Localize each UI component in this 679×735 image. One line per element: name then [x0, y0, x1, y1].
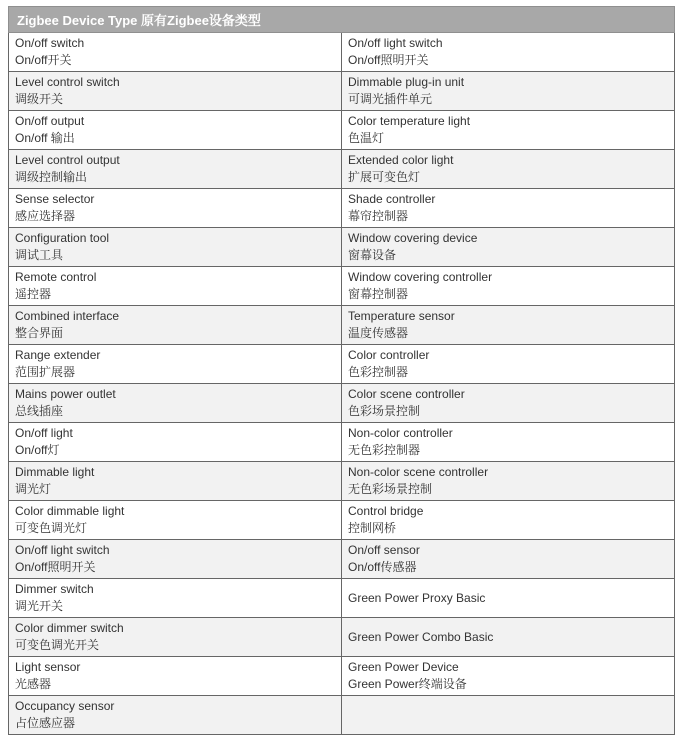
right-cell — [342, 306, 675, 345]
device-name-zh: 窗幕控制器 — [348, 287, 409, 301]
device-name-en: Configuration tool — [15, 231, 110, 245]
table-body — [9, 33, 675, 735]
device-name-en: Combined interface — [15, 309, 120, 323]
device-name-en: On/off light switch — [15, 543, 110, 557]
table-row — [9, 267, 675, 306]
left-cell — [9, 501, 342, 540]
device-name-en: Control bridge — [348, 504, 424, 518]
right-cell — [342, 540, 675, 579]
device-name-en: On/off output — [15, 114, 85, 128]
right-cell — [342, 72, 675, 111]
device-name-en: On/off sensor — [348, 543, 420, 557]
device-name-en: Shade controller — [348, 192, 436, 206]
device-name-zh: On/off开关 — [15, 53, 72, 67]
table-row — [9, 306, 675, 345]
right-cell — [342, 189, 675, 228]
zigbee-device-type-table — [8, 6, 675, 735]
right-cell — [342, 657, 675, 696]
left-cell — [9, 150, 342, 189]
device-name-zh: 可变色调光灯 — [15, 521, 88, 535]
device-name-zh: On/off照明开关 — [15, 560, 96, 574]
left-cell — [9, 696, 342, 735]
device-name-zh: 占位感应器 — [15, 716, 76, 730]
device-name-zh: 调光灯 — [15, 482, 52, 496]
device-name-zh: On/off照明开关 — [348, 53, 429, 67]
device-name-zh: 扩展可变色灯 — [348, 170, 421, 184]
device-name-en: Window covering controller — [348, 270, 493, 284]
left-cell — [9, 618, 342, 657]
device-name-zh: 调光开关 — [15, 599, 64, 613]
device-name-en: Level control output — [15, 153, 120, 167]
right-cell — [342, 150, 675, 189]
table-row — [9, 384, 675, 423]
device-name-en: Window covering device — [348, 231, 478, 245]
device-name-zh: On/off传感器 — [348, 560, 417, 574]
device-name-zh: 调级开关 — [15, 92, 64, 106]
device-name-zh: 色温灯 — [348, 131, 385, 145]
right-cell — [342, 618, 675, 657]
right-cell — [342, 33, 675, 72]
device-name-zh: 可调光插件单元 — [348, 92, 433, 106]
table-row — [9, 111, 675, 150]
device-name-en: Occupancy sensor — [15, 699, 115, 713]
left-cell — [9, 111, 342, 150]
device-name-en: Green Power Combo Basic — [348, 629, 494, 644]
device-name-en: Temperature sensor — [348, 309, 455, 323]
right-cell — [342, 345, 675, 384]
table-row — [9, 618, 675, 657]
device-name-en: Color dimmable light — [15, 504, 125, 518]
table-row — [9, 228, 675, 267]
device-name-en: Level control switch — [15, 75, 120, 89]
device-name-zh: 调试工具 — [15, 248, 64, 262]
device-name-zh: 可变色调光开关 — [15, 638, 100, 652]
device-name-en: On/off light — [15, 426, 73, 440]
table-row — [9, 189, 675, 228]
table-header: Zigbee Device Type 原有Zigbee设备类型 — [9, 7, 675, 33]
right-cell — [342, 384, 675, 423]
device-name-en: Mains power outlet — [15, 387, 116, 401]
table-row — [9, 423, 675, 462]
device-name-zh: 总线插座 — [15, 404, 64, 418]
device-name-zh: 范围扩展器 — [15, 365, 76, 379]
left-cell — [9, 267, 342, 306]
table-header-row — [9, 7, 675, 33]
left-cell — [9, 189, 342, 228]
table-row — [9, 72, 675, 111]
table-row — [9, 696, 675, 735]
right-cell — [342, 228, 675, 267]
right-cell — [342, 462, 675, 501]
device-name-en: Extended color light — [348, 153, 454, 167]
device-name-zh: 窗幕设备 — [348, 248, 397, 262]
left-cell — [9, 579, 342, 618]
left-cell — [9, 657, 342, 696]
right-cell — [342, 579, 675, 618]
device-name-en: Dimmable plug-in unit — [348, 75, 465, 89]
left-cell — [9, 384, 342, 423]
device-name-en: Remote control — [15, 270, 97, 284]
device-name-zh: 色彩控制器 — [348, 365, 409, 379]
device-name-en: Green Power Device — [348, 660, 459, 674]
table-row — [9, 540, 675, 579]
device-name-en: Color controller — [348, 348, 430, 362]
left-cell — [9, 33, 342, 72]
left-cell — [9, 462, 342, 501]
device-name-en: Sense selector — [15, 192, 95, 206]
left-cell — [9, 345, 342, 384]
device-name-zh: On/off 输出 — [15, 131, 75, 145]
device-name-en: On/off switch — [15, 36, 85, 50]
left-cell — [9, 72, 342, 111]
table-row — [9, 657, 675, 696]
right-cell — [342, 501, 675, 540]
device-name-en: Green Power Proxy Basic — [348, 590, 486, 605]
device-name-zh: 色彩场景控制 — [348, 404, 421, 418]
device-name-zh: 感应选择器 — [15, 209, 76, 223]
table-row — [9, 150, 675, 189]
device-name-en: Range extender — [15, 348, 101, 362]
left-cell — [9, 423, 342, 462]
device-name-en: Light sensor — [15, 660, 81, 674]
device-name-en: Dimmer switch — [15, 582, 94, 596]
table-row — [9, 345, 675, 384]
left-cell — [9, 306, 342, 345]
table-row — [9, 33, 675, 72]
device-name-en: Non-color scene controller — [348, 465, 489, 479]
device-name-en: Color scene controller — [348, 387, 465, 401]
device-name-zh: 无色彩控制器 — [348, 443, 421, 457]
device-name-zh: 无色彩场景控制 — [348, 482, 433, 496]
right-cell — [342, 423, 675, 462]
device-name-zh: 光感器 — [15, 677, 52, 691]
right-cell — [342, 696, 675, 735]
device-name-en: On/off light switch — [348, 36, 443, 50]
table-row — [9, 501, 675, 540]
device-name-en: Color dimmer switch — [15, 621, 124, 635]
device-name-zh: 调级控制输出 — [15, 170, 88, 184]
table-row — [9, 462, 675, 501]
device-name-zh: 遥控器 — [15, 287, 52, 301]
left-cell — [9, 228, 342, 267]
device-name-zh: Green Power终端设备 — [348, 677, 467, 691]
device-name-zh: 控制网桥 — [348, 521, 397, 535]
device-name-zh: 温度传感器 — [348, 326, 409, 340]
device-name-zh: 幕帘控制器 — [348, 209, 409, 223]
device-name-en: Non-color controller — [348, 426, 453, 440]
right-cell — [342, 111, 675, 150]
device-name-en: Color temperature light — [348, 114, 471, 128]
left-cell — [9, 540, 342, 579]
right-cell — [342, 267, 675, 306]
device-name-zh: 整合界面 — [15, 326, 64, 340]
device-name-zh: On/off灯 — [15, 443, 60, 457]
device-name-en: Dimmable light — [15, 465, 95, 479]
table-row — [9, 579, 675, 618]
